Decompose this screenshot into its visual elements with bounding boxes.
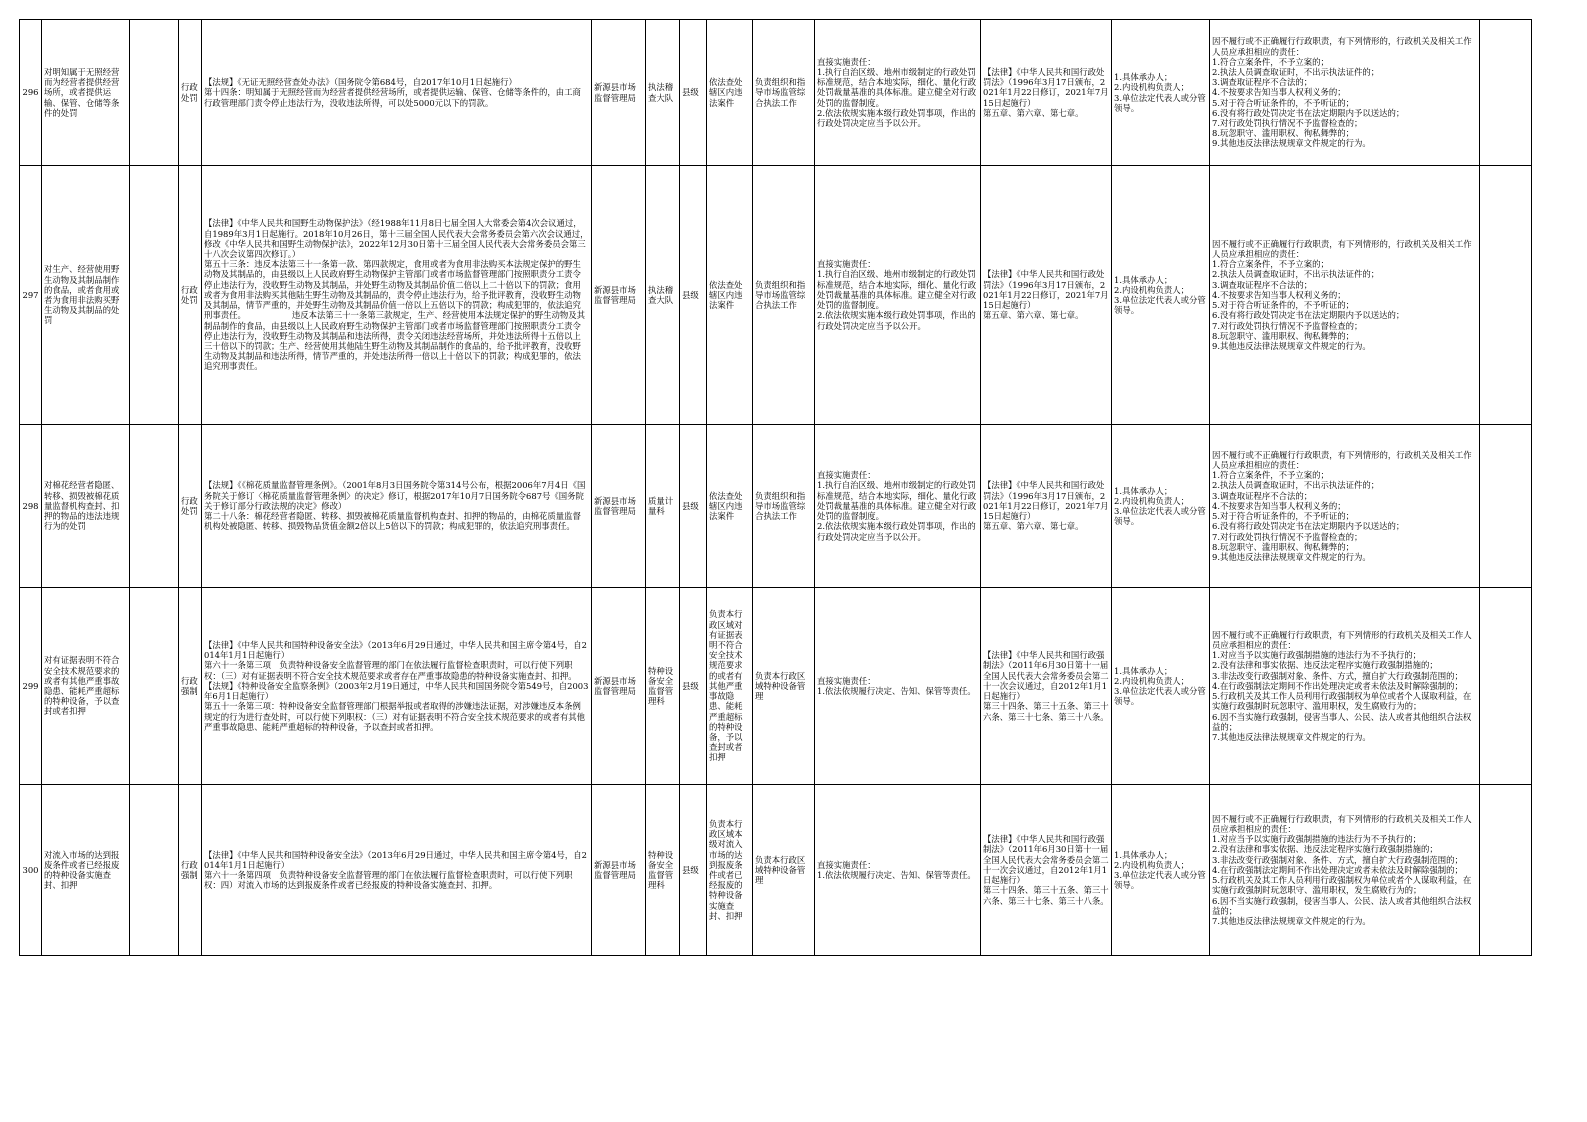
item-name: 对流入市场的达到报废条件或者已经报废的特种设备实施查封、扣押 — [42, 785, 130, 956]
table-row — [20, 20, 1532, 166]
responsible-subject: 1.具体承办人； 2.内设机构负责人； 3.单位法定代表人或分管领导。 — [1112, 20, 1210, 166]
responsibility-table — [19, 19, 1532, 956]
item-name: 对有证据表明不符合安全技术规范要求的或者有其他严重事故隐患、能耗严重超标的特种设备，予以查封或者扣押 — [42, 588, 130, 785]
responsible-subject: 1.具体承办人； 2.内设机构负责人； 3.单位法定代表人或分管领导。 — [1112, 588, 1210, 785]
duty: 负责组织和指导市场监管综合执法工作 — [753, 20, 815, 166]
table-row — [20, 588, 1532, 785]
duty: 负责组织和指导市场监管综合执法工作 — [753, 166, 815, 425]
legal-basis: 【法规】《《棉花质量监督管理条例》。（2001年8月3日国务院令第314号公布，根据2006年7月4日《国务院关于修订〈棉花质量监督管理条例〉的决定》修订，根据2017年10月7日国务院令687号《国务院关于修订部分行政法规的决定》修改） 第二十八条：棉花经营者隐匿、转移、损毁被棉花质量监督机构查封、扣押的物品的，由棉花质量监督机构处被隐匿、转移、损毁物品货值金额2倍以上5倍以下的罚款；构成犯罪的，依法追究刑事责任。 — [202, 425, 592, 588]
empty-cell — [130, 588, 179, 785]
liability: 因不履行或不正确履行行政职责，有下列情形的行政机关及相关工作人员应承担相应的责任： 1.对应当予以实施行政强制措施的违法行为不予执行的； 2.没有法律和事实依据、违反法定程序实施行政强制措施的； 3.非法改变行政强制对象、条件、方式，擅自扩大行政强制范围的； 4.在行政强制法定期间不作出处理决定或者未依法及时解除强制的； 5.行政机关及其工作人员利用行政强制权为单位或者个人谋取利益，在实施行政强制时玩忽职守、滥用职权，发生腐败行为的； 6.因不当实施行政强制，侵害当事人、公民、法人或者其他组织合法权益的； 7.其他违反法律法规规章文件规定的行为。 — [1210, 785, 1480, 956]
department: 执法稽查大队 — [646, 20, 680, 166]
empty-cell — [130, 20, 179, 166]
row-number: 297 — [20, 166, 42, 425]
row-number: 300 — [20, 785, 42, 956]
legal-basis: 【法律】《中华人民共和国野生动物保护法》（经1988年11月8日七届全国人大常委会第4次会议通过，自1989年3月1日起施行。2018年10月26日，第十三届全国人民代表大会常务委员会第六次会议通过，修改《中华人民共和国野生动物保护法》，2022年12月30日第十三届全国人民代表大会常务委员会第三十八次会议第四次修订。） 第五十三条：违反本法第三十一条第一款、第四款规定，食用或者为食用非法购买本法规定保护的野生动物及其制品的，由县级以上人民政府野生动物保护主管部门或者市场监督管理部门按照职责分工责令停止违法行为，没收野生动物及其制品，并处野生动物及其制品价值二倍以上二十倍以下的罚款；食用或者为食用非法购买其他陆生野生动物及其制品的，责令停止违法行为，给予批评教育，没收野生动物及其制品，情节严重的，并处野生动物及其制品价值一倍以上五倍以下的罚款；构成犯罪的，依法追究刑事责任。 违反本法第三十一条第三款规定，生产、经营使用本法规定保护的野生动物及其制品制作的食品，由县级以上人民政府野生动物保护主管部门或者市场监督管理部门按照职责分工责令停止违法行为，没收野生动物及其制品和违法所得，责令关闭违法经营场所，并处违法所得十五倍以上三十倍以下的罚款；生产、经营使用其他陆生野生动物及其制品制作的食品的，给予批评教育，没收野生动物及其制品和违法所得，情节严重的，并处违法所得一倍以上十倍以下的罚款；构成犯罪的，依法追究刑事责任。 — [202, 166, 592, 425]
row-number: 296 — [20, 20, 42, 166]
duty: 负责组织和指导市场监管综合执法工作 — [753, 425, 815, 588]
empty-cell — [130, 425, 179, 588]
scope: 依法查处辖区内违法案件 — [707, 20, 753, 166]
item-type: 行政处罚 — [179, 425, 202, 588]
item-name: 对明知属于无照经营而为经营者提供经营场所，或者提供运输、保管、仓储等条件的处罚 — [42, 20, 130, 166]
agency: 新源县市场监督管理局 — [592, 20, 646, 166]
item-name: 对生产、经营使用野生动物及其制品制作的食品，或者食用或者为食用非法购买野生动物及其制品的处罚 — [42, 166, 130, 425]
department: 特种设备安全监督管理科 — [646, 785, 680, 956]
item-type: 行政强制 — [179, 588, 202, 785]
level: 县级 — [680, 785, 707, 956]
table-row — [20, 425, 1532, 588]
responsibility: 直接实施责任： 1.执行自治区级、地州市级制定的行政处罚标准规范，结合本地实际，细化、量化行政处罚裁量基准的具体标准。建立健全对行政处罚的监督制度。 2.依法依规实施本级行政处罚事项，作出的行政处罚决定应当予以公开。 — [815, 425, 981, 588]
duty: 负责本行政区域特种设备管理 — [753, 785, 815, 956]
table-row — [20, 785, 1532, 956]
responsibility-basis: 【法律】《中华人民共和国行政强制法》（2011年6月30日第十一届全国人民代表大会常务委员会第二十一次会议通过，自2012年1月1日起施行） 第三十四条、第三十五条、第三十六条、第三十七条、第三十八条。 — [981, 588, 1112, 785]
agency: 新源县市场监督管理局 — [592, 785, 646, 956]
item-type: 行政处罚 — [179, 20, 202, 166]
responsibility-basis: 【法律】《中华人民共和国行政处罚法》（1996年3月17日颁布，2021年1月22日修订，2021年7月15日起施行） 第五章、第六章、第七章。 — [981, 166, 1112, 425]
empty-cell — [1480, 425, 1532, 588]
responsibility: 直接实施责任： 1.执行自治区级、地州市级制定的行政处罚标准规范，结合本地实际，细化、量化行政处罚裁量基准的具体标准。建立健全对行政处罚的监督制度。 2.依法依规实施本级行政处罚事项，作出的行政处罚决定应当予以公开。 — [815, 166, 981, 425]
department: 执法稽查大队 — [646, 166, 680, 425]
level: 县级 — [680, 20, 707, 166]
responsibility: 直接实施责任： 1.执行自治区级、地州市级制定的行政处罚标准规范，结合本地实际，细化、量化行政处罚裁量基准的具体标准。建立健全对行政处罚的监督制度。 2.依法依规实施本级行政处罚事项，作出的行政处罚决定应当予以公开。 — [815, 20, 981, 166]
responsibility: 直接实施责任： 1.依法依规履行决定、告知、保管等责任。 — [815, 588, 981, 785]
agency: 新源县市场监督管理局 — [592, 425, 646, 588]
empty-cell — [1480, 785, 1532, 956]
liability: 因不履行或不正确履行行政职责，有下列情形的，行政机关及相关工作人员应承担相应的责任： 1.符合立案条件，不予立案的； 2.执法人员调查取证时，不出示执法证件的； 3.调查取证程序不合法的； 4.不按要求告知当事人权利义务的； 5.对于符合听证条件的，不予听证的； 6.没有将行政处罚决定书在法定期限内予以送达的； 7.对行政处罚执行情况不予监督检查的； 8.玩忽职守、滥用职权、徇私舞弊的； 9.其他违反法律法规规章文件规定的行为。 — [1210, 20, 1480, 166]
level: 县级 — [680, 425, 707, 588]
responsibility-basis: 【法律】《中华人民共和国行政处罚法》（1996年3月17日颁布，2021年1月22日修订，2021年7月15日起施行） 第五章、第六章、第七章。 — [981, 425, 1112, 588]
empty-cell — [130, 166, 179, 425]
agency: 新源县市场监督管理局 — [592, 588, 646, 785]
duty: 负责本行政区域特种设备管理 — [753, 588, 815, 785]
agency: 新源县市场监督管理局 — [592, 166, 646, 425]
department: 特种设备安全监督管理科 — [646, 588, 680, 785]
empty-cell — [1480, 588, 1532, 785]
responsibility-basis: 【法律】《中华人民共和国行政处罚法》（1996年3月17日颁布，2021年1月22日修订，2021年7月15日起施行） 第五章、第六章、第七章。 — [981, 20, 1112, 166]
responsible-subject: 1.具体承办人； 2.内设机构负责人； 3.单位法定代表人或分管领导。 — [1112, 785, 1210, 956]
scope: 依法查处辖区内违法案件 — [707, 425, 753, 588]
scope: 负责本行政区域对有证据表明不符合安全技术规范要求的或者有其他严重事故隐患、能耗严重超标的特种设备，予以查封或者扣押 — [707, 588, 753, 785]
liability: 因不履行或不正确履行行政职责，有下列情形的行政机关及相关工作人员应承担相应的责任： 1.对应当予以实施行政强制措施的违法行为不予执行的； 2.没有法律和事实依据、违反法定程序实施行政强制措施的； 3.非法改变行政强制对象、条件、方式，擅自扩大行政强制范围的； 4.在行政强制法定期间不作出处理决定或者未依法及时解除强制的； 5.行政机关及其工作人员利用行政强制权为单位或者个人谋取利益，在实施行政强制时玩忽职守、滥用职权，发生腐败行为的； 6.因不当实施行政强制，侵害当事人、公民、法人或者其他组织合法权益的； 7.其他违反法律法规规章文件规定的行为。 — [1210, 588, 1480, 785]
row-number: 299 — [20, 588, 42, 785]
legal-basis: 【法律】《中华人民共和国特种设备安全法》（2013年6月29日通过，中华人民共和国主席令第4号，自2014年1月1日起施行） 第六十一条第三项 负责特种设备安全监督管理的部门在依法履行监督检查职责时，可以行使下列职权：（三）对有证据表明不符合安全技术规范要求或者存在严重事故隐患的特种设备实施查封、扣押。 【法规】《特种设备安全监察条例》（2003年2月19日通过，中华人民共和国国务院令第549号，自2003年6月1日起施行） 第五十一条第三项：特种设备安全监督管理部门根据举报或者取得的涉嫌违法证据，对涉嫌违反本条例规定的行为进行查处时，可以行使下列职权：（三）对有证据表明不符合安全技术规范要求的或者有其他严重事故隐患、能耗严重超标的特种设备，予以查封或者扣押。 — [202, 588, 592, 785]
level: 县级 — [680, 166, 707, 425]
item-type: 行政强制 — [179, 785, 202, 956]
empty-cell — [1480, 20, 1532, 166]
legal-basis: 【法律】《中华人民共和国特种设备安全法》（2013年6月29日通过，中华人民共和国主席令第4号，自2014年1月1日起施行） 第六十一条第四项 负责特种设备安全监督管理的部门在依法履行监督检查职责时，可以行使下列职权：四）对流入市场的达到报废条件或者已经报废的特种设备实施查封、扣押。 — [202, 785, 592, 956]
responsible-subject: 1.具体承办人； 2.内设机构负责人； 3.单位法定代表人或分管领导。 — [1112, 166, 1210, 425]
item-type: 行政处罚 — [179, 166, 202, 425]
legal-basis: 【法规】《无证无照经营查处办法》（国务院令第684号，自2017年10月1日起施行） 第十四条：明知属于无照经营而为经营者提供经营场所，或者提供运输、保管、仓储等条件的，由工商行政管理部门责令停止违法行为，没收违法所得，可以处5000元以下的罚款。 — [202, 20, 592, 166]
level: 县级 — [680, 588, 707, 785]
department: 质量计量科 — [646, 425, 680, 588]
responsible-subject: 1.具体承办人； 2.内设机构负责人； 3.单位法定代表人或分管领导。 — [1112, 425, 1210, 588]
row-number: 298 — [20, 425, 42, 588]
empty-cell — [130, 785, 179, 956]
liability: 因不履行或不正确履行行政职责，有下列情形的，行政机关及相关工作人员应承担相应的责任： 1.符合立案条件，不予立案的； 2.执法人员调查取证时，不出示执法证件的； 3.调查取证程序不合法的； 4.不按要求告知当事人权利义务的； 5.对于符合听证条件的，不予听证的； 6.没有将行政处罚决定书在法定期限内予以送达的； 7.对行政处罚执行情况不予监督检查的； 8.玩忽职守、滥用职权、徇私舞弊的； 9.其他违反法律法规规章文件规定的行为。 — [1210, 425, 1480, 588]
empty-cell — [1480, 166, 1532, 425]
table-row — [20, 166, 1532, 425]
responsibility-basis: 【法律】《中华人民共和国行政强制法》（2011年6月30日第十一届全国人民代表大会常务委员会第二十一次会议通过，自2012年1月1日起施行） 第三十四条、第三十五条、第三十六条、第三十七条、第三十八条。 — [981, 785, 1112, 956]
liability: 因不履行或不正确履行行政职责，有下列情形的，行政机关及相关工作人员应承担相应的责任： 1.符合立案条件，不予立案的； 2.执法人员调查取证时，不出示执法证件的； 3.调查取证程序不合法的； 4.不按要求告知当事人权利义务的； 5.对于符合听证条件的，不予听证的； 6.没有将行政处罚决定书在法定期限内予以送达的； 7.对行政处罚执行情况不予监督检查的； 8.玩忽职守、滥用职权、徇私舞弊的； 9.其他违反法律法规规章文件规定的行为。 — [1210, 166, 1480, 425]
scope: 负责本行政区域本级对流入市场的达到报废条件或者已经报废的特种设备实施查封、扣押 — [707, 785, 753, 956]
responsibility: 直接实施责任： 1.依法依规履行决定、告知、保管等责任。 — [815, 785, 981, 956]
scope: 依法查处辖区内违法案件 — [707, 166, 753, 425]
item-name: 对棉花经营者隐匿、转移、损毁被棉花质量监督机构查封、扣押的物品的违法违规行为的处罚 — [42, 425, 130, 588]
